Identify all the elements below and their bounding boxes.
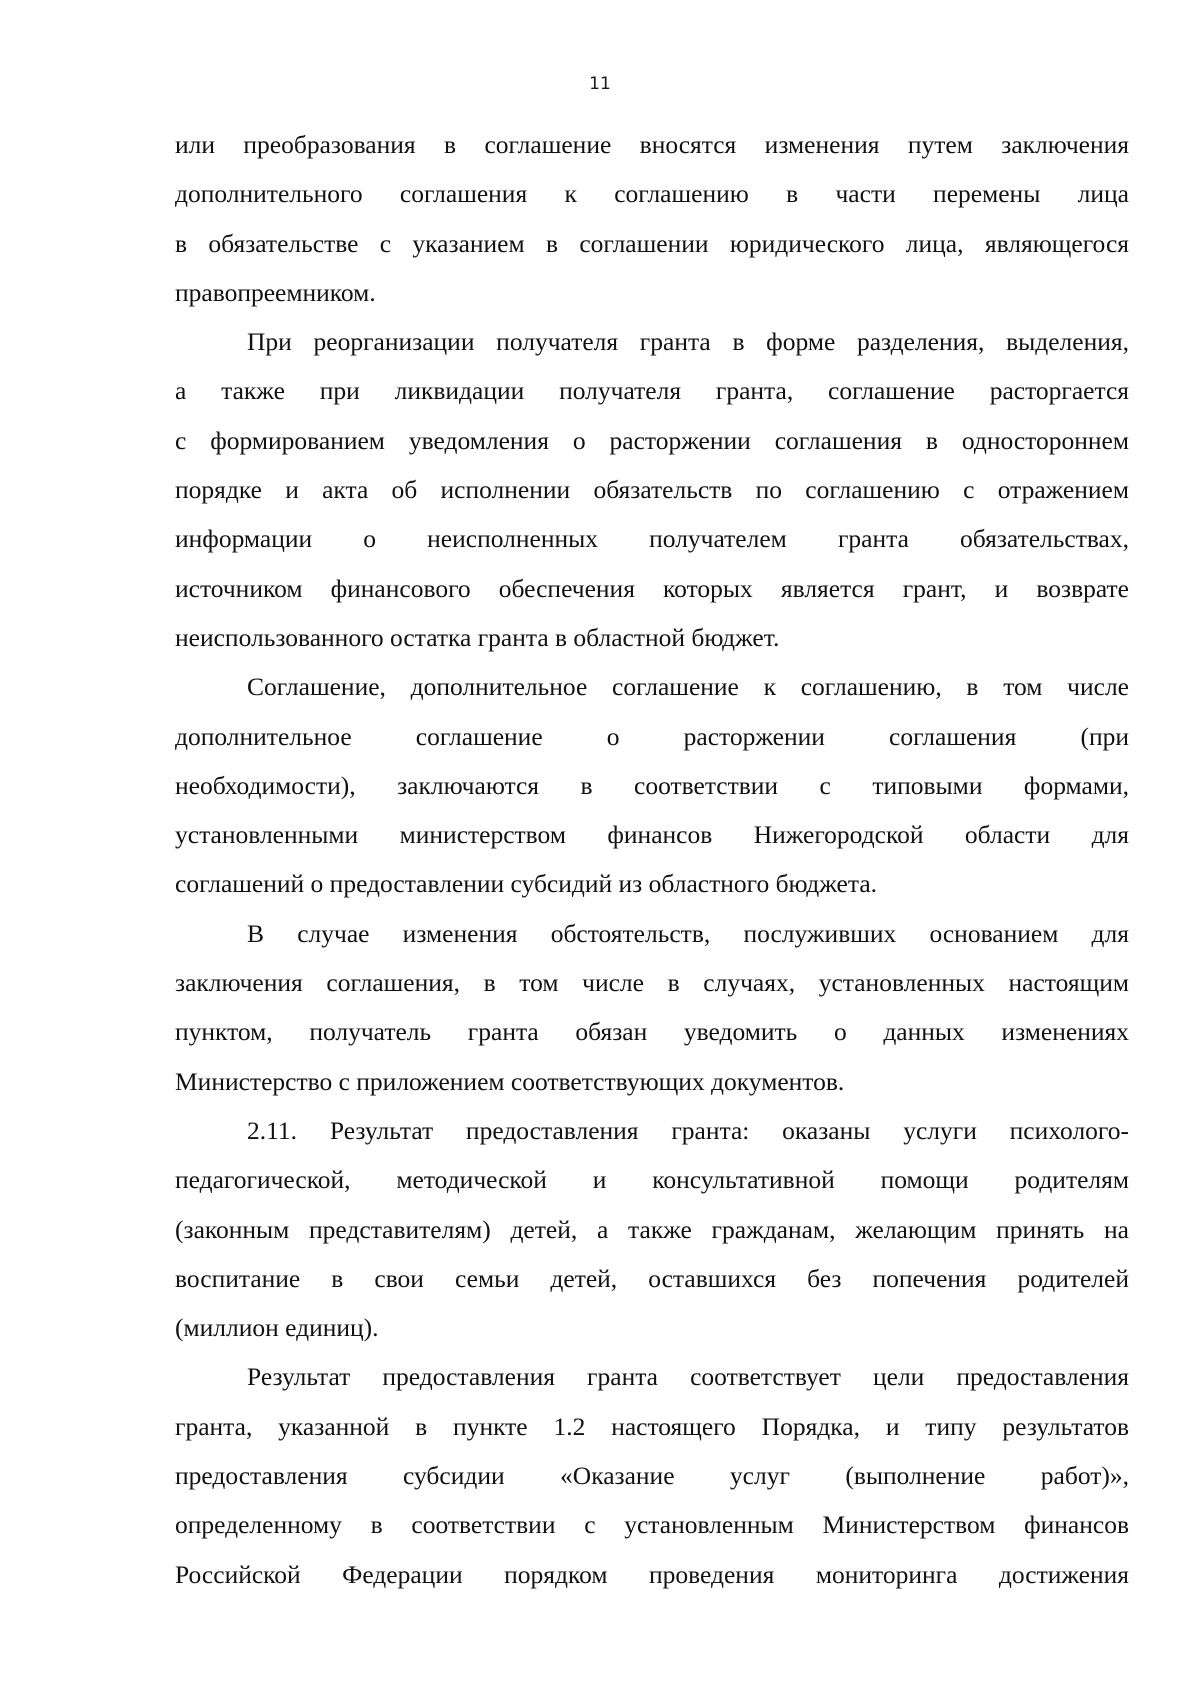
text-line: установленными министерством финансов Нижегородской области для: [175, 820, 1129, 850]
text-line: Результат предоставления гранта соответствует цели предоставления: [247, 1362, 1129, 1392]
text-line: определенному в соответствии с установленным Министерством финансов: [175, 1510, 1129, 1540]
text-line: неиспользованного остатка гранта в областной бюджет.: [175, 622, 780, 652]
text-line: воспитание в свои семьи детей, оставшихся без попечения родителей: [175, 1263, 1129, 1293]
text-line: заключения соглашения, в том числе в случаях, установленных настоящим: [175, 968, 1129, 998]
text-line: Министерство с приложением соответствующих документов.: [175, 1066, 845, 1096]
text-line: информации о неисполненных получателем гранта обязательствах,: [175, 524, 1129, 554]
text-line: В случае изменения обстоятельств, послуживших основанием для: [247, 918, 1129, 948]
text-line: или преобразования в соглашение вносятся изменения путем заключения: [175, 130, 1129, 159]
text-line: в обязательстве с указанием в соглашении юридического лица, являющегося: [175, 228, 1129, 258]
text-line: педагогической, методической и консультативной помощи родителям: [175, 1165, 1129, 1195]
text-line: источником финансового обеспечения которых является грант, и возврате: [175, 573, 1129, 603]
text-line: дополнительное соглашение о расторжении соглашения (при: [175, 721, 1129, 751]
text-line: (законным представителям) детей, а также гражданам, желающим принять на: [175, 1214, 1129, 1244]
text-line: 2.11. Результат предоставления гранта: оказаны услуги психолого-: [247, 1115, 1129, 1145]
document-body: [175, 120, 1129, 1599]
text-line: Российской Федерации порядком проведения мониторинга достижения: [175, 1559, 1129, 1589]
text-line: (миллион единиц).: [175, 1313, 379, 1343]
text-line: необходимости), заключаются в соответствии с типовыми формами,: [175, 770, 1129, 800]
text-line: правопреемником.: [175, 277, 376, 307]
text-line: При реорганизации получателя гранта в форме разделения, выделения,: [247, 327, 1129, 357]
text-line: Соглашение, дополнительное соглашение к соглашению, в том числе: [247, 672, 1129, 702]
text-line: соглашений о предоставлении субсидий из областного бюджета.: [175, 869, 878, 899]
text-line: порядке и акта об исполнении обязательств по соглашению с отражением: [175, 475, 1129, 505]
text-line: гранта, указанной в пункте 1.2 настоящего Порядка, и типу результатов: [175, 1411, 1129, 1441]
text-line: а также при ликвидации получателя гранта, соглашение расторгается: [175, 376, 1129, 406]
page-number: 11: [589, 74, 611, 94]
text-line: дополнительного соглашения к соглашению в части перемены лица: [175, 179, 1129, 209]
text-line: пунктом, получатель гранта обязан уведомить о данных изменениях: [175, 1017, 1129, 1047]
text-line: с формированием уведомления о расторжении соглашения в одностороннем: [175, 425, 1129, 455]
text-line: предоставления субсидии «Оказание услуг (выполнение работ)»,: [175, 1461, 1129, 1491]
